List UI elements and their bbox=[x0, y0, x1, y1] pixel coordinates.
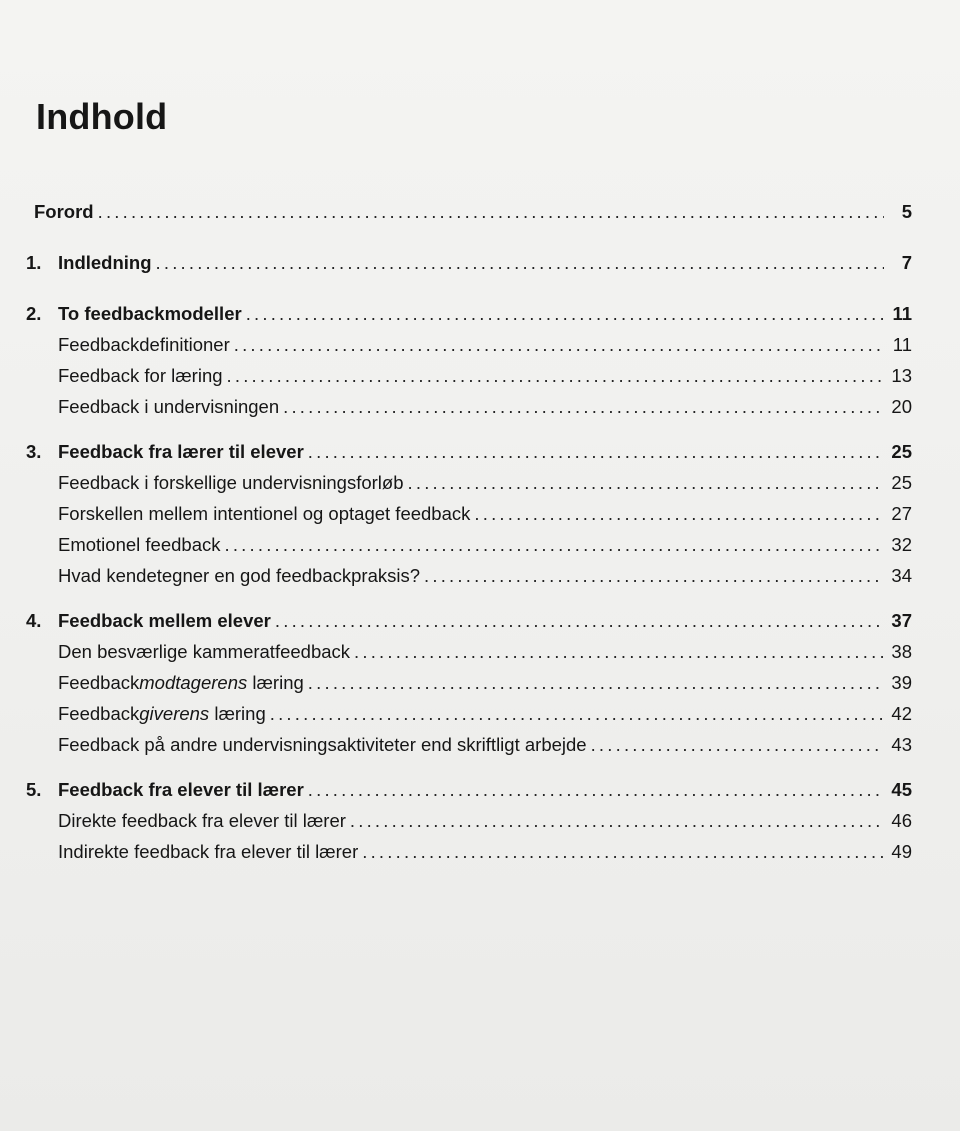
section-title-italic: giverens bbox=[139, 703, 210, 724]
toc-entry[interactable] bbox=[22, 196, 912, 227]
page-number: 39 bbox=[891, 672, 912, 693]
page-number: 11 bbox=[892, 303, 912, 324]
toc-subentry[interactable] bbox=[22, 667, 912, 698]
page-number: 46 bbox=[891, 810, 912, 831]
section-title: Emotionel feedback bbox=[58, 534, 221, 555]
page-number: 38 bbox=[891, 641, 912, 662]
toc-chapter-2 bbox=[22, 298, 912, 422]
dot-leader bbox=[283, 391, 884, 422]
chapter-number: 5. bbox=[26, 779, 42, 800]
toc-subentry[interactable] bbox=[22, 560, 912, 591]
dot-leader bbox=[246, 298, 884, 329]
page-number: 25 bbox=[891, 441, 912, 462]
page-number: 34 bbox=[891, 565, 912, 586]
section-title-suffix: læring bbox=[247, 672, 304, 693]
chapter-title: Indledning bbox=[58, 252, 152, 273]
toc-subentry[interactable] bbox=[22, 836, 912, 867]
dot-leader bbox=[424, 560, 884, 591]
dot-leader bbox=[308, 667, 884, 698]
section-title: Den besværlige kammeratfeedback bbox=[58, 641, 351, 662]
section-title bbox=[58, 667, 304, 698]
page-number: 7 bbox=[901, 252, 912, 273]
page-number: 45 bbox=[891, 779, 912, 800]
toc-subentry[interactable] bbox=[22, 498, 912, 529]
chapter-title: Feedback fra lærer til elever bbox=[58, 441, 304, 462]
section-title: Feedback på andre undervisningsaktiviteter end skriftligt arbejde bbox=[58, 734, 587, 755]
section-title bbox=[58, 698, 266, 729]
toc-subentry[interactable] bbox=[22, 529, 912, 560]
dot-leader bbox=[225, 529, 885, 560]
page-number: 27 bbox=[891, 503, 912, 524]
section-title: Feedback for læring bbox=[58, 365, 223, 386]
chapter-number: 4. bbox=[26, 610, 42, 631]
toc-subentry[interactable] bbox=[22, 360, 912, 391]
page-number: 13 bbox=[891, 365, 912, 386]
section-title: Feedback i forskellige undervisningsforløb bbox=[58, 472, 404, 493]
page-number: 11 bbox=[892, 334, 912, 355]
page-title: Indhold bbox=[36, 96, 168, 137]
page-number: 42 bbox=[891, 703, 912, 724]
section-title: Feedbackdefinitioner bbox=[58, 334, 230, 355]
dot-leader bbox=[354, 636, 884, 667]
page-number: 25 bbox=[891, 472, 912, 493]
toc-entry[interactable] bbox=[22, 605, 912, 636]
chapter-title: To feedbackmodeller bbox=[58, 303, 242, 324]
toc-entry[interactable] bbox=[22, 298, 912, 329]
toc-entry[interactable] bbox=[22, 247, 912, 278]
page-number: 5 bbox=[901, 201, 912, 222]
dot-leader bbox=[308, 436, 884, 467]
toc-subentry[interactable] bbox=[22, 805, 912, 836]
section-title: Indirekte feedback fra elever til lærer bbox=[58, 841, 359, 862]
dot-leader bbox=[227, 360, 884, 391]
toc-subentry[interactable] bbox=[22, 729, 912, 760]
dot-leader bbox=[308, 774, 884, 805]
section-title: Forskellen mellem intentionel og optaget feedback bbox=[58, 503, 471, 524]
chapter-number: 1. bbox=[26, 252, 42, 273]
page-number: 20 bbox=[891, 396, 912, 417]
page-number: 43 bbox=[891, 734, 912, 755]
toc-chapter-foreword bbox=[22, 196, 912, 227]
dot-leader bbox=[362, 836, 884, 867]
dot-leader bbox=[474, 498, 884, 529]
chapter-title: Forord bbox=[34, 201, 94, 222]
table-of-contents bbox=[22, 196, 912, 881]
dot-leader bbox=[350, 805, 884, 836]
page-number: 32 bbox=[891, 534, 912, 555]
section-title-prefix: Feedback bbox=[58, 672, 140, 693]
toc-entry[interactable] bbox=[22, 774, 912, 805]
toc-chapter-3 bbox=[22, 436, 912, 591]
section-title-prefix: Feedback bbox=[58, 703, 140, 724]
chapter-number: 2. bbox=[26, 303, 42, 324]
toc-entry[interactable] bbox=[22, 436, 912, 467]
dot-leader bbox=[98, 196, 884, 227]
dot-leader bbox=[408, 467, 884, 498]
chapter-number: 3. bbox=[26, 441, 42, 462]
dot-leader bbox=[156, 247, 884, 278]
section-title: Feedback i undervisningen bbox=[58, 396, 280, 417]
dot-leader bbox=[234, 329, 884, 360]
section-title-italic: modtagerens bbox=[139, 672, 248, 693]
section-title: Direkte feedback fra elever til lærer bbox=[58, 810, 346, 831]
toc-chapter-1 bbox=[22, 247, 912, 278]
section-title: Hvad kendetegner en god feedbackpraksis? bbox=[58, 565, 421, 586]
toc-chapter-4 bbox=[22, 605, 912, 760]
chapter-title: Feedback fra elever til lærer bbox=[58, 779, 304, 800]
chapter-title: Feedback mellem elever bbox=[58, 610, 271, 631]
dot-leader bbox=[275, 605, 884, 636]
toc-chapter-5 bbox=[22, 774, 912, 867]
toc-subentry[interactable] bbox=[22, 329, 912, 360]
dot-leader bbox=[270, 698, 884, 729]
toc-subentry[interactable] bbox=[22, 467, 912, 498]
page-number: 49 bbox=[891, 841, 912, 862]
toc-subentry[interactable] bbox=[22, 636, 912, 667]
section-title-suffix: læring bbox=[209, 703, 266, 724]
toc-subentry[interactable] bbox=[22, 698, 912, 729]
toc-subentry[interactable] bbox=[22, 391, 912, 422]
dot-leader bbox=[591, 729, 884, 760]
page-number: 37 bbox=[891, 610, 912, 631]
